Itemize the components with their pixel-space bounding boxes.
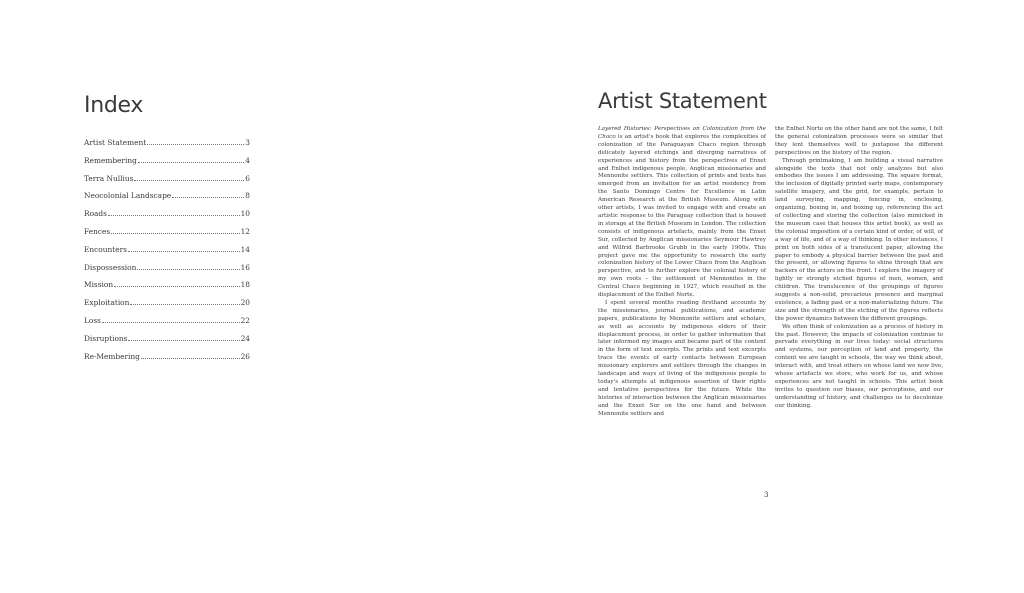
index-entry-page: 16	[240, 262, 250, 272]
index-entry-page: 6	[245, 173, 250, 183]
index-entry-label: Terra Nullius	[84, 173, 134, 183]
statement-paragraph: Through printmaking, I am building a visual narrative alongside the texts that not only analyzes but also embodies the issues I am addressing. The square format, the inclusion of digitally printed early maps, contemporary satellite imagery, and the grid, for example, pertain to land surveying, mapping, fencing in, enclosing, organizing, boxing in, and boxing up, referencing the act of collecting and storing the collection (also mimicked in the museum case that houses this artist book), as well as the colonial imposition of a certain kind of order, of will, of a way of life, and of a way of thinking. In other instances, I print on both sides of a translucent paper, allowing the paper to embody a physical barrier between the past and the present, or allowing figures to shine through that are backers of the actors on the front. I explore the imagery of lightly or strongly etched figures of men, women, and children. The translucence of the groupings of figures suggests a non-solid, precarious presence and marginal existence, a fading past or a non-materializing future. The size and the strength of the etching of the figures reflects the power dynamics between the different groupings.	[775, 157, 943, 322]
index-entry[interactable]	[84, 191, 250, 209]
index-entry[interactable]	[84, 352, 250, 370]
index-entry-label: Remembering	[84, 155, 137, 165]
page-number: 3	[764, 491, 769, 499]
index-entry[interactable]	[84, 316, 250, 334]
leader-dots	[128, 251, 240, 252]
leader-dots	[134, 180, 244, 181]
index-entry[interactable]	[84, 156, 250, 174]
index-entry-label: Artist Statement	[84, 138, 147, 147]
index-entry-label: Exploitation	[84, 298, 130, 308]
statement-paragraph	[598, 126, 766, 300]
index-entry[interactable]	[84, 298, 250, 316]
leader-dots	[102, 322, 240, 323]
index-entry[interactable]	[84, 227, 250, 245]
statement-title: Artist Statement	[598, 89, 767, 113]
index-entry-page: 4	[245, 155, 250, 165]
leader-dots	[111, 233, 239, 234]
leader-dots	[141, 358, 240, 359]
index-entry-page: 22	[240, 315, 250, 325]
index-entry-page: 10	[240, 209, 250, 219]
index-entry[interactable]	[84, 334, 250, 352]
index-entry-page: 24	[240, 333, 250, 343]
index-entry-page: 26	[240, 351, 250, 361]
statement-page	[512, 0, 1024, 593]
leader-dots	[128, 340, 239, 341]
book-title: Layered Histories: Perspectives on Colonization from the Chaco	[598, 126, 766, 140]
index-entry-label: Fences	[84, 226, 111, 236]
statement-column-2	[775, 126, 943, 411]
index-entry-label: Re-Membering	[84, 351, 140, 361]
statement-paragraph: the Enlhet Norte on the other hand are not the same, I felt the general colonization processes were so similar that they lent themselves well to juxtapose the different perspectives on the history of the region.	[775, 126, 943, 156]
index-entry[interactable]	[84, 263, 250, 281]
statement-column-1	[598, 126, 766, 419]
statement-paragraph: We often think of colonization as a process of history in the past. However, the impacts of colonization continue to pervade everything in our lives today: social structures and systems, our perception of land and property, the content we are taught in schools, the way we think about, interact with, and treat others on whose land we now live, whose artefacts we store, who work for us, and whose experiences are not taught in schools. This artist book invites to question our biases, our perceptions, and our understanding of history, and challenges us to decolonize our thinking.	[775, 323, 943, 409]
paragraph-text: is an artist's book that explores the complexities of colonization of the Paraguayan Chaco region through delicately layered etchings and diverging narratives of experiences and history from the perspectives of Enxet and Enlhet indigenous people, Anglican missionaries and Mennonite settlers. This collection of prints and texts has emerged from an invitation for an artist residency from the Santo Domingo Centre for Excellence in Latin American Research at the British Museum. Along with other artists, I was invited to engage with and create an artistic response to the Paraguay collection that is housed in storage at the British Museum in London. The collection consists of indigenous artefacts, mainly from the Enxet Sur, collected by Anglican missionaries Seymour Hawtrey and Wilfrid Barbrooke Grubb in the early 1900s. This project gave me the opportunity to research the early colonization history of the Lower Chaco from the Anglican perspective, and to further explore the colonial history of my own roots – the settlement of Mennonites in the Central Chaco beginning in 1927, which resulted in the displacement of the Enlhet Norte.	[598, 133, 766, 299]
index-entry-page: 18	[240, 280, 250, 290]
index-entry-label: Loss	[84, 315, 101, 325]
index-entry[interactable]	[84, 280, 250, 298]
index-entry-label: Neocolonial Landscape	[84, 191, 172, 201]
leader-dots	[138, 162, 244, 163]
index-entry[interactable]	[84, 138, 250, 156]
leader-dots	[130, 304, 239, 305]
leader-dots	[137, 269, 239, 270]
index-entry-page: 3	[245, 138, 250, 147]
index-entry-label: Roads	[84, 209, 107, 219]
index-list	[84, 138, 250, 369]
index-entry[interactable]	[84, 245, 250, 263]
leader-dots	[114, 286, 240, 287]
index-entry-label: Mission	[84, 280, 114, 290]
leader-dots	[172, 197, 244, 198]
index-title: Index	[84, 93, 144, 118]
statement-paragraph: I spent several months reading firsthand accounts by the missionaries, journal publications, and academic papers, publications by Mennonite settlers and scholars, as well as accounts by indigenous elders of their displacement process, in order to gather information that later informed my images and became part of the content in the form of text excerpts. The prints and text excerpts trace the events of early contacts between European missionary explorers and settlers through the changes in landscape and ways of living of the indigenous people to today's attempts at indigenous assertion of their rights and tentative perspectives for the future. While the histories of interaction between the Anglican missionaries and the Enxet Sur on the one hand and between Mennonite settlers and	[598, 299, 766, 417]
index-entry-page: 12	[240, 226, 250, 236]
index-entry-label: Encounters	[84, 244, 127, 254]
index-entry-label: Disruptions	[84, 333, 128, 343]
index-entry[interactable]	[84, 209, 250, 227]
index-entry-page: 14	[240, 244, 250, 254]
index-entry-page: 8	[245, 191, 250, 201]
leader-dots	[108, 215, 240, 216]
index-entry-label: Dispossession	[84, 262, 137, 272]
index-entry[interactable]	[84, 174, 250, 192]
leader-dots	[147, 144, 244, 145]
index-entry-page: 20	[240, 298, 250, 308]
